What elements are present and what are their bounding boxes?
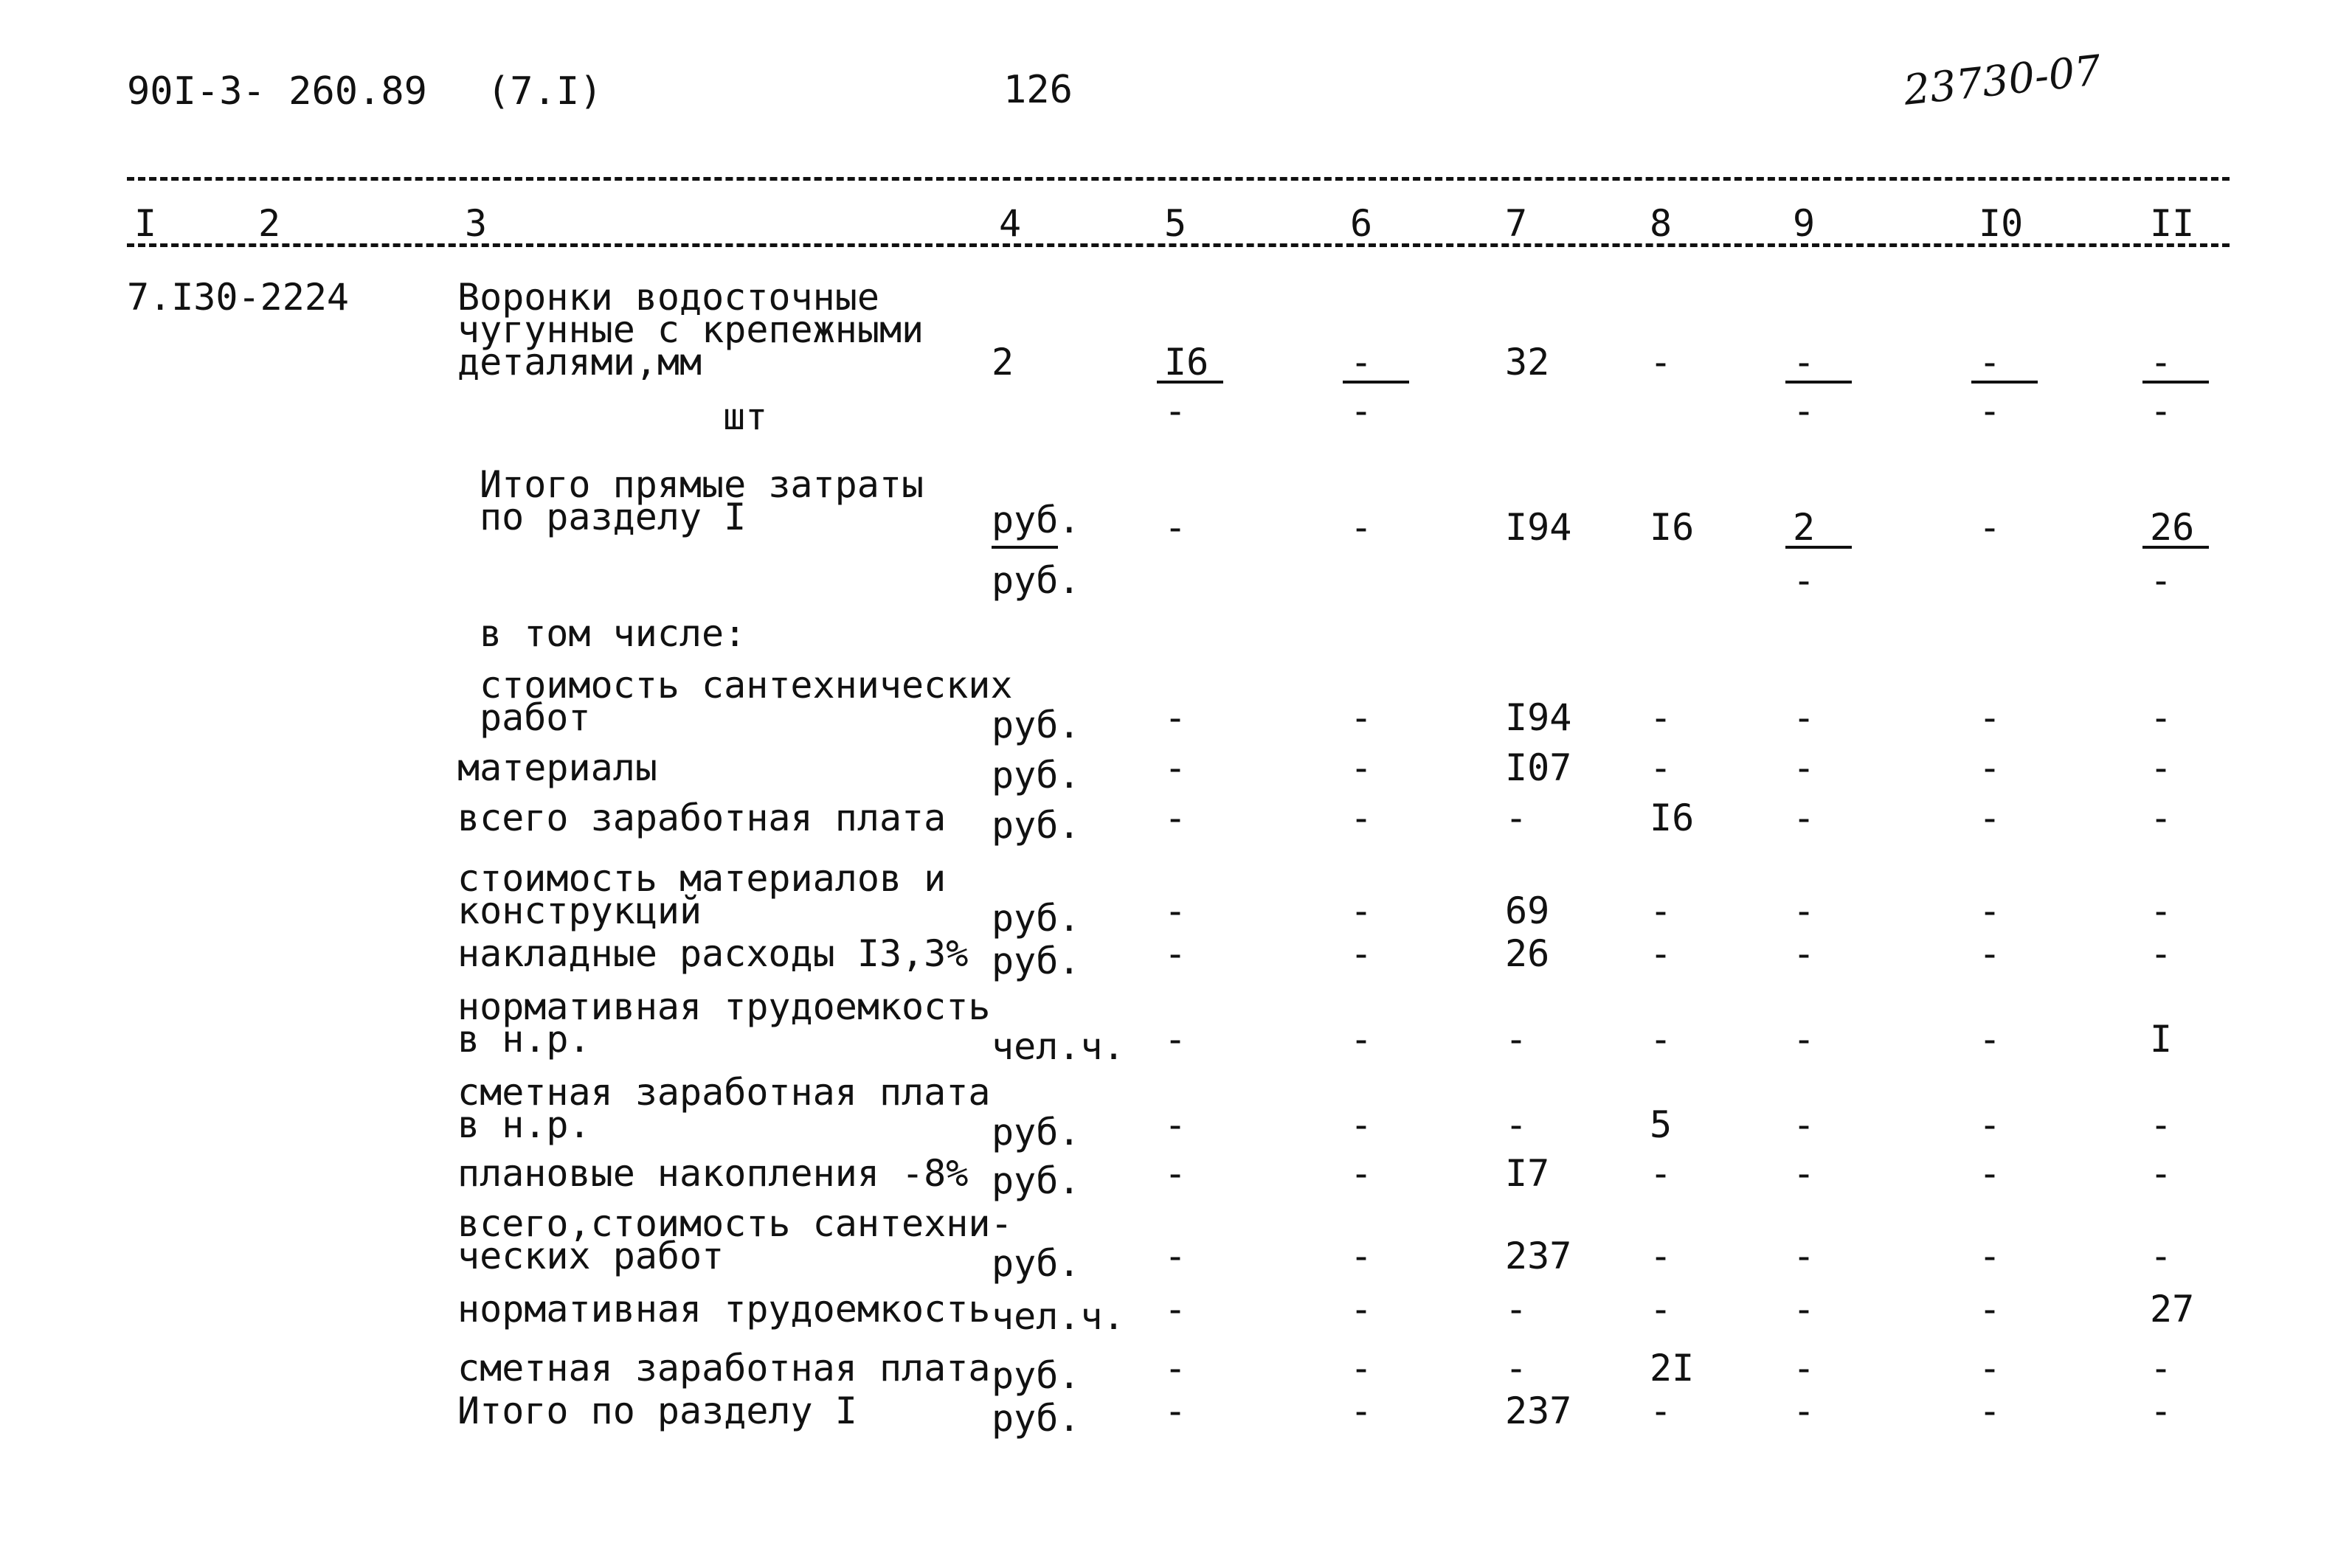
row-value: -	[1164, 797, 1187, 839]
row-value: -	[1350, 889, 1373, 932]
row-label: стоимость сантехнических	[480, 664, 1013, 707]
row-label: всего,стоимость сантехни-	[457, 1202, 1013, 1245]
top-dashed-rule	[127, 177, 2230, 181]
row-value: -	[1979, 1103, 2002, 1146]
row-value: -	[1505, 1103, 1528, 1146]
row-unit: руб.	[992, 804, 1081, 847]
row-value: -	[1793, 1390, 1816, 1432]
row-value: -	[1650, 1235, 1673, 1277]
row-value: -	[2150, 1152, 2173, 1195]
total-direct-value: -	[1164, 506, 1187, 549]
row-value: -	[1350, 932, 1373, 975]
column-number: 3	[465, 202, 488, 245]
row-value: -	[1793, 1235, 1816, 1277]
row-value: 5	[1650, 1103, 1673, 1146]
row-value: -	[2150, 889, 2173, 932]
total-direct-sub-unit: руб.	[992, 559, 1081, 602]
column-number: 5	[1164, 202, 1187, 245]
row-value: -	[1164, 696, 1187, 739]
row-value: -	[2150, 1347, 2173, 1390]
row-value: -	[1164, 1390, 1187, 1432]
row-value: -	[1979, 1235, 2002, 1277]
item-value: -	[2150, 341, 2173, 384]
value-underline	[2142, 381, 2209, 384]
column-number: 4	[999, 202, 1022, 245]
total-direct-value: -	[1350, 506, 1373, 549]
total-direct-value: 26	[2150, 506, 2195, 549]
item-value: -	[1979, 341, 2002, 384]
row-value: I94	[1505, 696, 1572, 739]
row-value: -	[1650, 932, 1673, 975]
row-value: I7	[1505, 1152, 1550, 1195]
row-value: -	[1793, 932, 1816, 975]
row-value: -	[1979, 696, 2002, 739]
total-direct-sub-value: -	[1793, 559, 1816, 602]
item-name-line: Воронки водосточные	[457, 276, 879, 319]
row-value: -	[1979, 1018, 2002, 1061]
total-direct-value: I94	[1505, 506, 1572, 549]
row-unit: чел.ч.	[992, 1025, 1125, 1068]
column-number: II	[2150, 202, 2195, 245]
row-label: материалы	[457, 746, 657, 789]
row-value: -	[1979, 1347, 2002, 1390]
value-underline	[1971, 381, 2038, 384]
row-value: -	[1793, 1018, 1816, 1061]
row-value: -	[2150, 746, 2173, 789]
row-value: -	[1350, 746, 1373, 789]
row-value: I6	[1650, 797, 1695, 839]
row-label: Итого по разделу I	[457, 1390, 857, 1432]
total-direct-label: по разделу I	[480, 496, 747, 538]
row-value: -	[2150, 932, 2173, 975]
row-value: -	[1650, 1152, 1673, 1195]
row-value: -	[1164, 889, 1187, 932]
row-unit: руб.	[992, 1354, 1081, 1397]
row-value: -	[1350, 1347, 1373, 1390]
total-direct-label: Итого прямые затраты	[480, 463, 924, 506]
row-value: I07	[1505, 746, 1572, 789]
row-value: -	[1650, 1288, 1673, 1331]
row-label: стоимость материалов и	[457, 857, 947, 900]
item-value: 32	[1505, 341, 1550, 384]
row-value: -	[1350, 797, 1373, 839]
item-value: -	[1650, 341, 1673, 384]
row-value: -	[1505, 1018, 1528, 1061]
unit-underline	[992, 546, 1058, 549]
column-number: 8	[1650, 202, 1673, 245]
item-code: 7.I30-2224	[127, 276, 350, 319]
row-value: -	[1164, 932, 1187, 975]
row-unit: руб.	[992, 704, 1081, 746]
document-code: 90I-3- 260.89	[127, 69, 427, 114]
row-unit: руб.	[992, 1397, 1081, 1440]
row-value: -	[1350, 1390, 1373, 1432]
row-value: -	[1979, 932, 2002, 975]
column-number: 9	[1793, 202, 1816, 245]
row-unit: чел.ч.	[992, 1295, 1125, 1338]
row-value: -	[1164, 1103, 1187, 1146]
handwritten-stamp: 23730-07	[1901, 46, 2103, 115]
row-label: ческих работ	[457, 1235, 724, 1277]
value-underline	[1157, 381, 1223, 384]
row-value: -	[1164, 1235, 1187, 1277]
row-value: -	[1650, 1390, 1673, 1432]
item-sub-value: -	[1350, 389, 1373, 432]
item-unit: 2	[992, 341, 1014, 384]
row-value: -	[1793, 696, 1816, 739]
row-value: -	[2150, 1390, 2173, 1432]
header-dashed-rule	[127, 243, 2230, 247]
row-value: -	[1164, 1288, 1187, 1331]
column-number: I	[134, 202, 157, 245]
row-label: сметная заработная плата	[457, 1347, 991, 1390]
row-value: 2I	[1650, 1347, 1695, 1390]
row-value: -	[1979, 1390, 2002, 1432]
row-value: -	[2150, 797, 2173, 839]
item-sub-value: -	[1793, 389, 1816, 432]
item-value: -	[1350, 341, 1373, 384]
row-value: -	[1650, 746, 1673, 789]
row-label: всего заработная плата	[457, 797, 947, 839]
row-value: -	[1650, 1018, 1673, 1061]
section-number: (7.I)	[487, 69, 603, 114]
column-number: I0	[1979, 202, 2024, 245]
row-value: -	[1979, 1152, 2002, 1195]
total-direct-value: I6	[1650, 506, 1695, 549]
row-unit: руб.	[992, 897, 1081, 940]
row-value: -	[1164, 746, 1187, 789]
total-direct-value: 2	[1793, 506, 1816, 549]
page-number: 126	[1003, 68, 1073, 112]
row-value: -	[1350, 1152, 1373, 1195]
row-value: -	[1793, 746, 1816, 789]
row-value: I	[2150, 1018, 2173, 1061]
value-underline	[2142, 546, 2209, 549]
including-label: в том числе:	[480, 612, 747, 655]
row-label: в н.р.	[457, 1103, 591, 1146]
row-value: -	[2150, 1103, 2173, 1146]
row-value: -	[2150, 1235, 2173, 1277]
row-label: сметная заработная плата	[457, 1071, 991, 1114]
row-unit: руб.	[992, 1242, 1081, 1285]
item-value: -	[1793, 341, 1816, 384]
column-number: 6	[1350, 202, 1373, 245]
row-value: -	[1979, 797, 2002, 839]
total-direct-value: -	[1979, 506, 2002, 549]
total-direct-sub-value: -	[2150, 559, 2173, 602]
value-underline	[1785, 381, 1852, 384]
row-value: -	[1979, 1288, 2002, 1331]
item-name-line: чугунные с крепежными	[457, 308, 924, 351]
row-unit: руб.	[992, 754, 1081, 797]
value-underline	[1343, 381, 1409, 384]
row-label: плановые накопления -8%	[457, 1152, 969, 1195]
row-value: -	[1793, 1347, 1816, 1390]
row-value: 69	[1505, 889, 1550, 932]
row-unit: руб.	[992, 1159, 1081, 1202]
row-value: -	[1793, 1152, 1816, 1195]
row-label: конструкций	[457, 889, 702, 932]
item-sub-value: -	[1979, 389, 2002, 432]
total-direct-unit: руб.	[992, 499, 1081, 541]
item-value: I6	[1164, 341, 1209, 384]
item-sub-value: -	[1164, 389, 1187, 432]
column-number: 2	[258, 202, 281, 245]
row-value: -	[1350, 1235, 1373, 1277]
row-value: -	[1650, 696, 1673, 739]
value-underline	[1785, 546, 1852, 549]
row-value: -	[1350, 1103, 1373, 1146]
row-value: -	[1505, 1347, 1528, 1390]
row-value: -	[1350, 1018, 1373, 1061]
row-label: накладные расходы I3,3%	[457, 932, 969, 975]
row-value: -	[2150, 696, 2173, 739]
row-value: 26	[1505, 932, 1550, 975]
row-value: -	[1505, 797, 1528, 839]
row-value: 237	[1505, 1235, 1572, 1277]
item-sub-unit: шт	[723, 395, 768, 438]
row-value: -	[1505, 1288, 1528, 1331]
row-unit: руб.	[992, 940, 1081, 982]
row-label: нормативная трудоемкость	[457, 985, 991, 1028]
row-label: в н.р.	[457, 1018, 591, 1061]
row-value: -	[1979, 889, 2002, 932]
row-value: -	[1793, 797, 1816, 839]
row-value: -	[1350, 696, 1373, 739]
row-label: работ	[480, 696, 591, 739]
item-sub-value: -	[2150, 389, 2173, 432]
row-value: 27	[2150, 1288, 2195, 1331]
row-value: -	[1350, 1288, 1373, 1331]
item-name-line: деталями,мм	[457, 341, 702, 384]
row-value: -	[1793, 1288, 1816, 1331]
row-value: 237	[1505, 1390, 1572, 1432]
row-value: -	[1650, 889, 1673, 932]
row-value: -	[1793, 889, 1816, 932]
row-value: -	[1164, 1152, 1187, 1195]
row-value: -	[1164, 1347, 1187, 1390]
row-unit: руб.	[992, 1111, 1081, 1154]
row-value: -	[1164, 1018, 1187, 1061]
row-label: нормативная трудоемкость	[457, 1288, 991, 1331]
row-value: -	[1793, 1103, 1816, 1146]
column-number: 7	[1505, 202, 1528, 245]
row-value: -	[1979, 746, 2002, 789]
